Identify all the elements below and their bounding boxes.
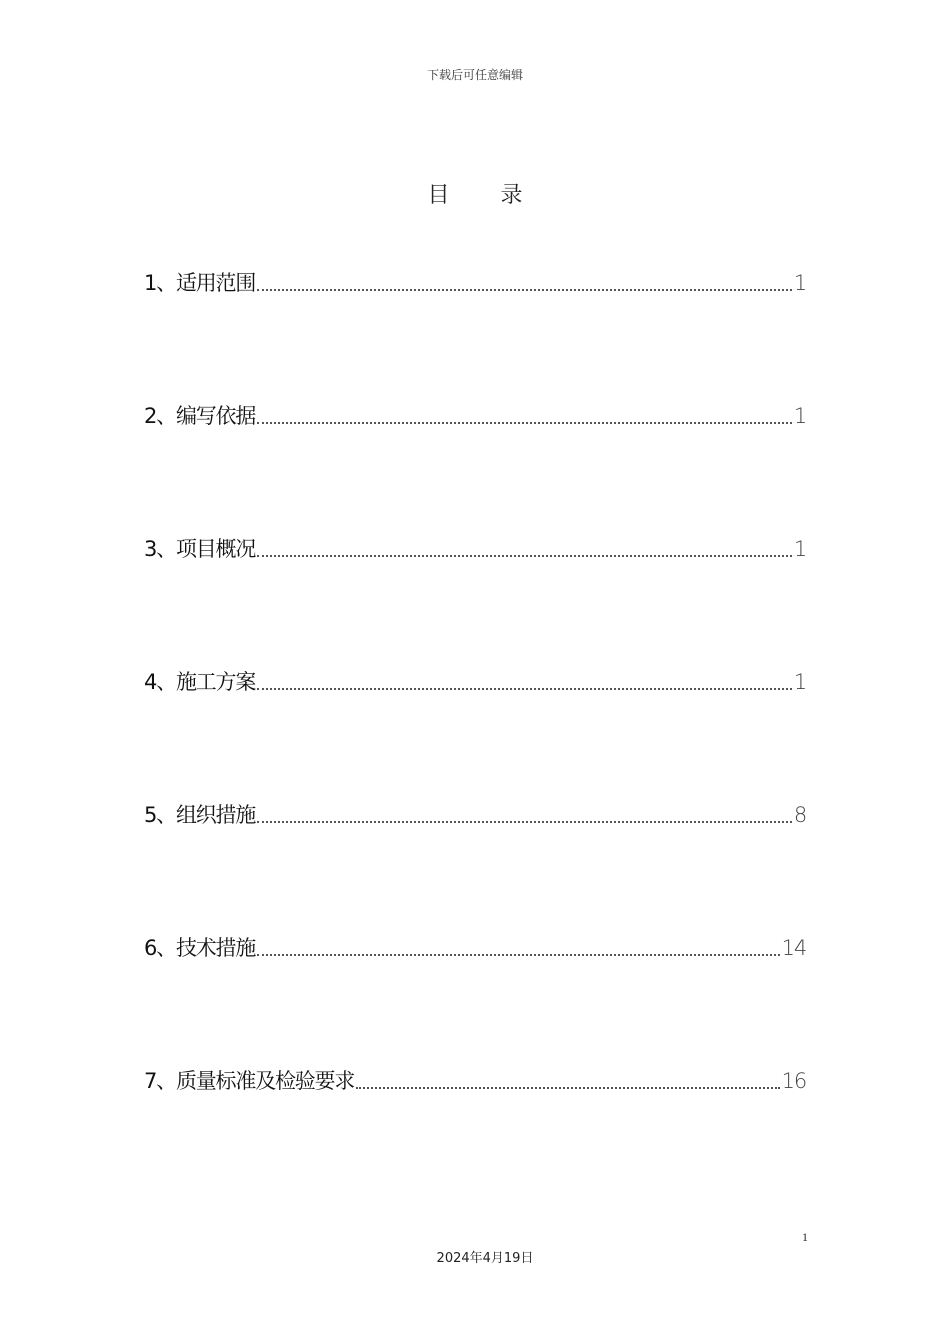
toc-entry-4[interactable]: [144, 665, 806, 699]
toc-dot-leader: [257, 688, 792, 690]
toc-entry-page: 1: [793, 537, 806, 561]
toc-entry-page: 8: [793, 803, 806, 827]
toc-entry-page: 1: [793, 404, 806, 428]
page-number: 1: [802, 1230, 808, 1244]
toc-entry-label: 7、质量标准及检验要求: [144, 1069, 355, 1093]
toc-dot-leader: [257, 422, 792, 424]
toc-entry-1[interactable]: [144, 266, 806, 300]
toc-entry-label: 2、编写依据: [144, 404, 256, 428]
toc-entry-label: 1、适用范围: [144, 271, 256, 295]
toc-entry-5[interactable]: [144, 798, 806, 832]
table-of-contents: [144, 266, 806, 1197]
toc-dot-leader: [257, 555, 792, 557]
toc-entry-label: 6、技术措施: [144, 936, 256, 960]
toc-entry-page: 1: [793, 271, 806, 295]
toc-entry-2[interactable]: [144, 399, 806, 433]
toc-dot-leader: [257, 289, 792, 291]
toc-entry-3[interactable]: [144, 532, 806, 566]
toc-entry-label: 3、项目概况: [144, 537, 256, 561]
toc-entry-6[interactable]: [144, 931, 806, 965]
toc-entry-label: 4、施工方案: [144, 670, 256, 694]
toc-entry-page: 16: [781, 1069, 806, 1093]
toc-entry-7[interactable]: [144, 1064, 806, 1098]
footer-date: 2024年4月19日: [436, 1251, 534, 1266]
page-header: 下载后可任意编辑: [426, 68, 523, 82]
toc-title: 目 录: [427, 183, 545, 208]
toc-entry-label: 5、组织措施: [144, 803, 256, 827]
toc-dot-leader: [257, 954, 780, 956]
toc-entry-page: 1: [793, 670, 806, 694]
toc-dot-leader: [257, 821, 792, 823]
toc-dot-leader: [356, 1087, 780, 1089]
toc-entry-page: 14: [781, 936, 806, 960]
